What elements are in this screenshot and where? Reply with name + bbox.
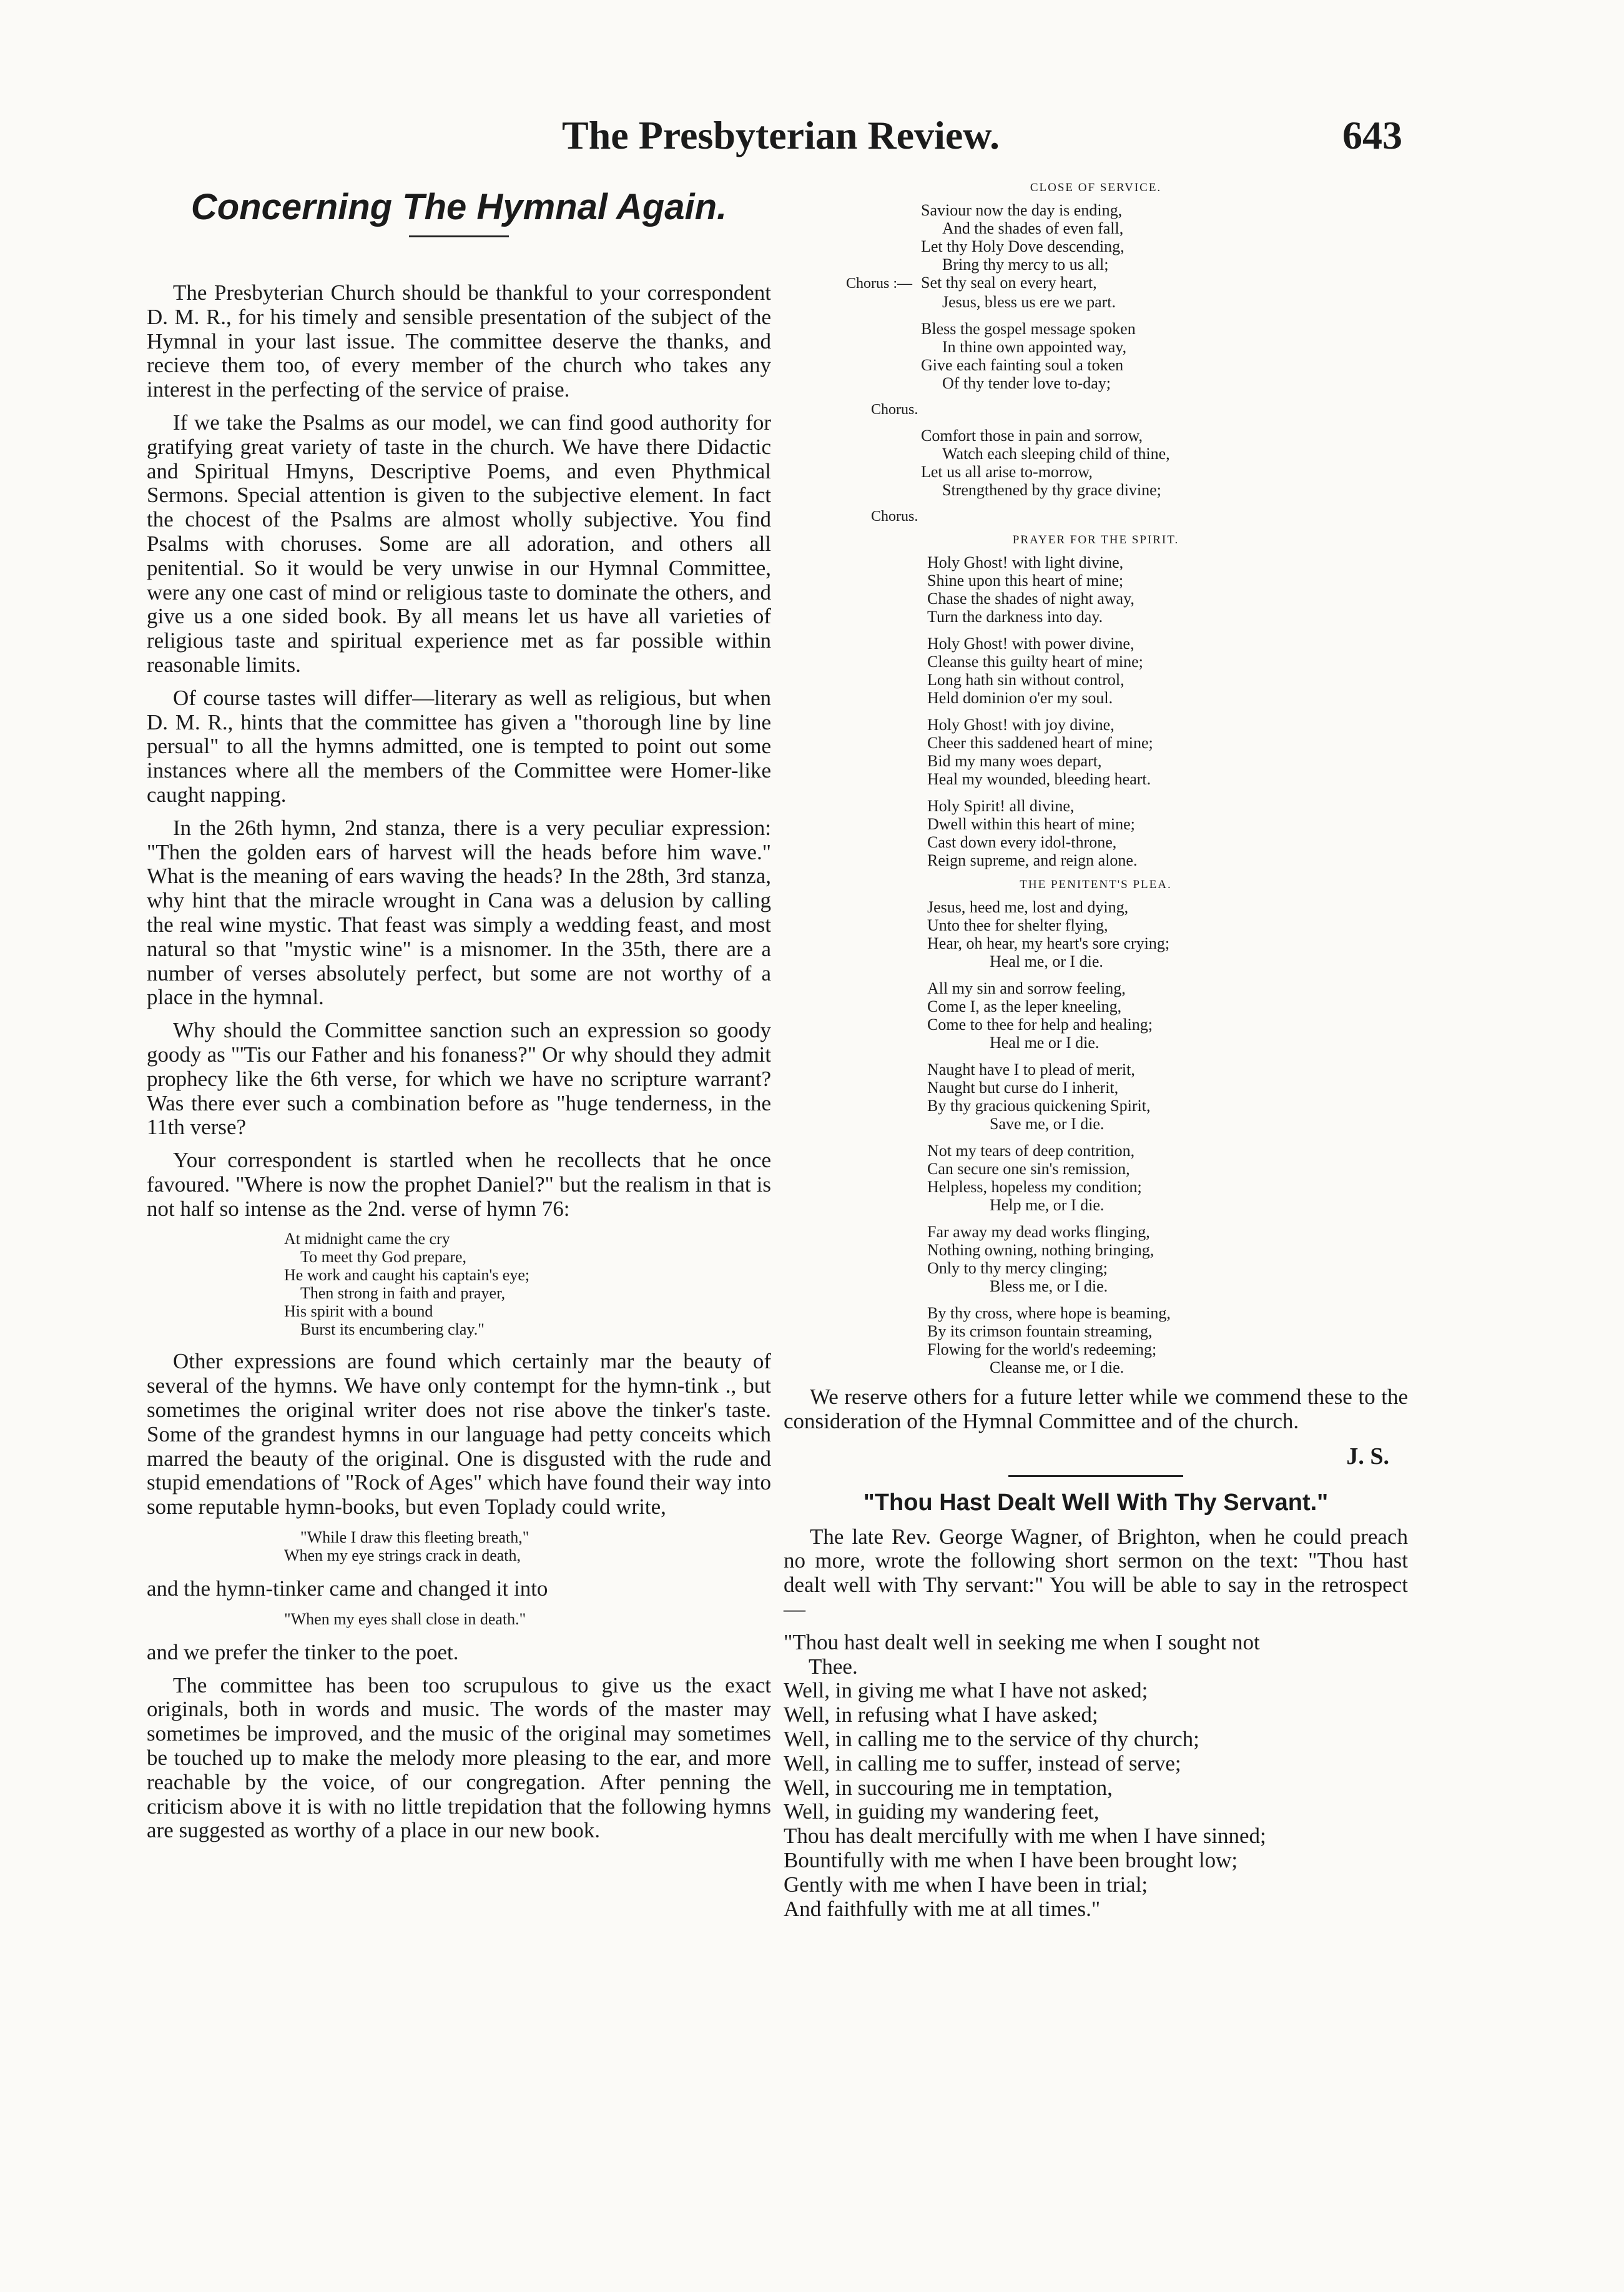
stanza — [784, 1142, 1408, 1214]
left-column — [147, 181, 771, 1852]
hymn-76-quote — [147, 1230, 771, 1338]
paragraph: If we take the Psalms as our model, we can find good authority for gratifying great variety of taste in the church. We have there Didactic and Spiritual Hmyns, Descriptive Poems, and even Phythmical Sermons. Special attention is given to the subjective element. In fact the chocest of the Psalms are almost wholly subjective. You find Psalms with choruses. Some are all adoration, and others all penitential. So it would be very unwise in our Hymnal Committee, were any one cast of mind or religious taste to dominate the others, and give us a one sided book. By all means let us have all varieties of religious taste and spiritual experience met as far possible within reasonable limits. — [147, 410, 771, 677]
stanza — [784, 979, 1408, 1052]
stanza — [784, 1304, 1408, 1376]
right-column — [784, 181, 1408, 1921]
hymn-line: All my sin and sorrow feeling, — [927, 979, 1126, 997]
paragraph: Other expressions are found which certainly mar the beauty of several of the hymns. We have only contempt for the hymn-tink ., but sometimes the original writer does not rise above the tinker's taste. Some of the grandest hymns in our language had petty conceits which marred the beauty of the original. One is disgusted with the rude and stupid emendations of "Rock of Ages" which have found their way into some reputable hymn-books, but even Toplady could write, — [147, 1349, 771, 1519]
article-title: Concerning The Hymnal Again. — [190, 187, 727, 227]
paragraph: Of course tastes will differ—literary as well as religious, but when D. M. R., hints that the committee has given a "thorough line by line persual" to all the hymns admitted, one is tempted to point out some instances where all the members of the Committee were Homer-like caught napping. — [147, 685, 771, 807]
hymn-line: Holy Spirit! all divine, — [927, 797, 1075, 815]
hymn-line: Reign supreme, and reign alone. — [927, 851, 1138, 869]
hymn-line: Bless me, or I die. — [990, 1277, 1108, 1295]
stanza — [784, 1060, 1408, 1133]
verse-line: To meet thy God prepare, — [300, 1248, 467, 1267]
section-title: "Thou Hast Dealt Well With Thy Servant." — [863, 1489, 1329, 1516]
hymn-line: By thy gracious quickening Spirit, — [927, 1097, 1151, 1115]
hymn-heading: CLOSE OF SERVICE. — [1030, 181, 1162, 194]
verse-line: Then strong in faith and prayer, — [300, 1284, 506, 1303]
verse-line: Burst its encumbering clay." — [300, 1320, 485, 1339]
stanza — [784, 1223, 1408, 1295]
hymn-penitents-plea — [784, 898, 1408, 1376]
sermon-line: Thou has dealt mercifully with me when I have sinned; — [784, 1824, 1266, 1849]
sermon-line: Well, in succouring me in temptation, — [784, 1775, 1113, 1800]
hymn-line: Far away my dead works flinging, — [927, 1223, 1150, 1241]
paragraph: The Presbyterian Church should be thankful to your correspondent D. M. R., for his timely and sensible presentation of the subject of the Hymnal in your last issue. The committee deserve the thanks, and recieve them too, of every member of the church who takes any interest in the perfecting of the service of praise. — [147, 280, 771, 402]
hymn-line: Comfort those in pain and sorrow, — [921, 427, 1143, 445]
verse-line: At midnight came the cry — [284, 1230, 450, 1248]
hymn-line: Come I, as the leper kneeling, — [927, 997, 1122, 1015]
hymn-line: Only to thy mercy clinging; — [927, 1259, 1108, 1277]
hymn-line: Cleanse me, or I die. — [990, 1358, 1124, 1376]
hymn-line: Naught but curse do I inherit, — [927, 1079, 1119, 1097]
chorus-label: Chorus :— — [846, 275, 913, 292]
hymn-heading: THE PENITENT'S PLEA. — [1020, 878, 1172, 891]
title-rule — [409, 235, 509, 237]
hymn-line: Bless the gospel message spoken — [921, 320, 1136, 338]
closing-paragraph: We reserve others for a future letter while we commend these to the consideration of the Hymnal Committee and of the church. — [784, 1385, 1408, 1433]
hymn-line: Strengthened by thy grace divine; — [942, 481, 1161, 499]
hymn-close-of-service — [784, 201, 1408, 526]
hymn-line: Bid my many woes depart, — [927, 752, 1102, 770]
stanza — [784, 635, 1408, 707]
hymn-line: Heal my wounded, bleeding heart. — [927, 770, 1151, 788]
sermon-line: Well, in giving me what I have not asked; — [784, 1678, 1148, 1703]
stanza — [784, 553, 1408, 626]
verse-line: "While I draw this fleeting breath," — [300, 1528, 529, 1547]
hymn-line: Flowing for the world's redeeming; — [927, 1340, 1157, 1358]
paragraph: The late Rev. George Wagner, of Brighton, when he could preach no more, wrote the following short sermon on the text: "Thou hast dealt well with Thy servant:" You will be able to say in the retrospect— — [784, 1524, 1408, 1621]
hymn-line: Long hath sin without control, — [927, 671, 1124, 689]
hymn-line: Hear, oh hear, my heart's sore crying; — [927, 934, 1170, 952]
emended-quote — [147, 1610, 771, 1628]
hymn-line: Dwell within this heart of mine; — [927, 815, 1135, 833]
sermon-line: Well, in calling me to suffer, instead of serve; — [784, 1751, 1181, 1776]
hymn-line: Saviour now the day is ending, — [921, 201, 1123, 219]
hymn-line: Come to thee for help and healing; — [927, 1015, 1153, 1034]
hymn-line: Cast down every idol-throne, — [927, 833, 1117, 851]
hymn-line: Let thy Holy Dove descending, — [921, 237, 1124, 255]
verse-line: His spirit with a bound — [284, 1302, 433, 1321]
hymn-line: Can secure one sin's remission, — [927, 1160, 1130, 1178]
hymn-line: Shine upon this heart of mine; — [927, 571, 1124, 590]
hymn-line: Not my tears of deep contrition, — [927, 1142, 1135, 1160]
hymn-line: Set thy seal on every heart, — [921, 274, 1097, 292]
hymn-line: Heal me or I die. — [990, 1034, 1100, 1052]
sermon-line: Well, in guiding my wandering feet, — [784, 1799, 1100, 1824]
short-sermon — [784, 1631, 1408, 1922]
chorus-label: Chorus. — [871, 508, 918, 525]
paragraph: Why should the Committee sanction such an expression so goody goody as "'Tis our Father and his fonaness?" Or why should they admit prophecy like the 6th verse, for which we have no scripture warrant? Was there ever such a combination before as "huge tenderness, in the 11th verse? — [147, 1018, 771, 1140]
signature: J. S. — [1346, 1443, 1389, 1470]
hymn-line: Helpless, hopeless my condition; — [927, 1178, 1142, 1196]
hymn-line: Heal me, or I die. — [990, 952, 1103, 971]
page-header — [0, 112, 1624, 169]
hymn-prayer-for-the-spirit — [784, 553, 1408, 869]
hymn-line: Save me, or I die. — [990, 1115, 1105, 1133]
stanza — [784, 898, 1408, 971]
paragraph: In the 26th hymn, 2nd stanza, there is a very peculiar expression: "Then the golden ears of harvest will the heads before him wave." What is the meaning of ears waving the heads? In the 28th, 3rd stanza, why hint that the miracle wrought in Cana was a delusion by calling the real wine mystic. That feast was simply a wedding feast, and most natural so that "mystic wine" is a misnomer. In the 35th, there are a number of verses absolutely perfect, but some are not worthy of a place in the hymnal. — [147, 815, 771, 1010]
hymn-line: Holy Ghost! with light divine, — [927, 553, 1124, 571]
hymn-heading: PRAYER FOR THE SPIRIT. — [1012, 533, 1179, 546]
page-number: 643 — [1342, 113, 1402, 157]
sermon-line: Gently with me when I have been in trial; — [784, 1872, 1148, 1897]
hymn-line: By thy cross, where hope is beaming, — [927, 1304, 1171, 1322]
hymn-line: Let us all arise to-morrow, — [921, 463, 1093, 481]
hymn-line: Naught have I to plead of merit, — [927, 1060, 1135, 1079]
hymn-line: Help me, or I die. — [990, 1196, 1105, 1214]
hymn-line: Watch each sleeping child of thine, — [942, 445, 1170, 463]
hymn-line: Unto thee for shelter flying, — [927, 916, 1108, 934]
paragraph: and the hymn-tinker came and changed it into — [147, 1576, 548, 1601]
verse-line: "When my eyes shall close in death." — [284, 1609, 526, 1628]
sermon-line: Bountifully with me when I have been brought low; — [784, 1847, 1238, 1872]
stanza — [784, 320, 1408, 392]
paragraph: Your correspondent is startled when he recollects that he once favoured. "Where is now the prophet Daniel?" but the realism in that is not half so intense as the 2nd. verse of hymn 76: — [147, 1148, 771, 1221]
verse-line: When my eye strings crack in death, — [284, 1546, 521, 1565]
hymn-line: By its crimson fountain streaming, — [927, 1322, 1153, 1340]
hymn-line: Turn the darkness into day. — [927, 608, 1103, 626]
stanza — [784, 427, 1408, 499]
toplady-quote — [147, 1528, 771, 1564]
hymn-line: Chase the shades of night away, — [927, 590, 1134, 608]
stanza — [784, 716, 1408, 788]
stanza — [784, 797, 1408, 869]
sermon-line: "Thou hast dealt well in seeking me when I sought not — [784, 1629, 1260, 1654]
sermon-line: And faithfully with me at all times." — [784, 1896, 1101, 1921]
verse-line: He work and caught his captain's eye; — [284, 1266, 530, 1285]
hymn-line: Holy Ghost! with power divine, — [927, 635, 1134, 653]
running-head: The Presbyterian Review. — [562, 113, 1000, 157]
hymn-line: Cheer this saddened heart of mine; — [927, 734, 1153, 752]
hymn-line: Bring thy mercy to us all; — [942, 255, 1109, 274]
hymn-line: Give each fainting soul a token — [921, 356, 1124, 374]
hymn-line: Of thy tender love to-day; — [942, 374, 1111, 392]
chorus-label: Chorus. — [871, 402, 918, 418]
paragraph: and we prefer the tinker to the poet. — [147, 1639, 459, 1664]
section-rule — [1008, 1475, 1183, 1477]
hymn-line: Held dominion o'er my soul. — [927, 689, 1113, 707]
hymn-line: And the shades of even fall, — [942, 219, 1124, 237]
hymn-line: Nothing owning, nothing bringing, — [927, 1241, 1154, 1259]
hymn-line: Jesus, bless us ere we part. — [942, 293, 1116, 311]
sermon-line: Thee. — [809, 1654, 858, 1679]
hymn-line: Jesus, heed me, lost and dying, — [927, 898, 1129, 916]
hymn-line: Holy Ghost! with joy divine, — [927, 716, 1115, 734]
sermon-line: Well, in refusing what I have asked; — [784, 1702, 1098, 1727]
sermon-line: Well, in calling me to the service of thy church; — [784, 1726, 1199, 1751]
stanza — [784, 201, 1408, 311]
hymn-line: Cleanse this guilty heart of mine; — [927, 653, 1143, 671]
hymn-line: In thine own appointed way, — [942, 338, 1127, 356]
paragraph: The committee has been too scrupulous to give us the exact originals, both in words and music. The words of the master may sometimes be improved, and the music of the original may sometimes be touched up to make the melody more pleasing to the ear, and more reachable by the voice, of our congregation. After penning the criticism above it is with no little trepidation that the following hymns are suggested as worthy of a place in our new book. — [147, 1672, 771, 1843]
